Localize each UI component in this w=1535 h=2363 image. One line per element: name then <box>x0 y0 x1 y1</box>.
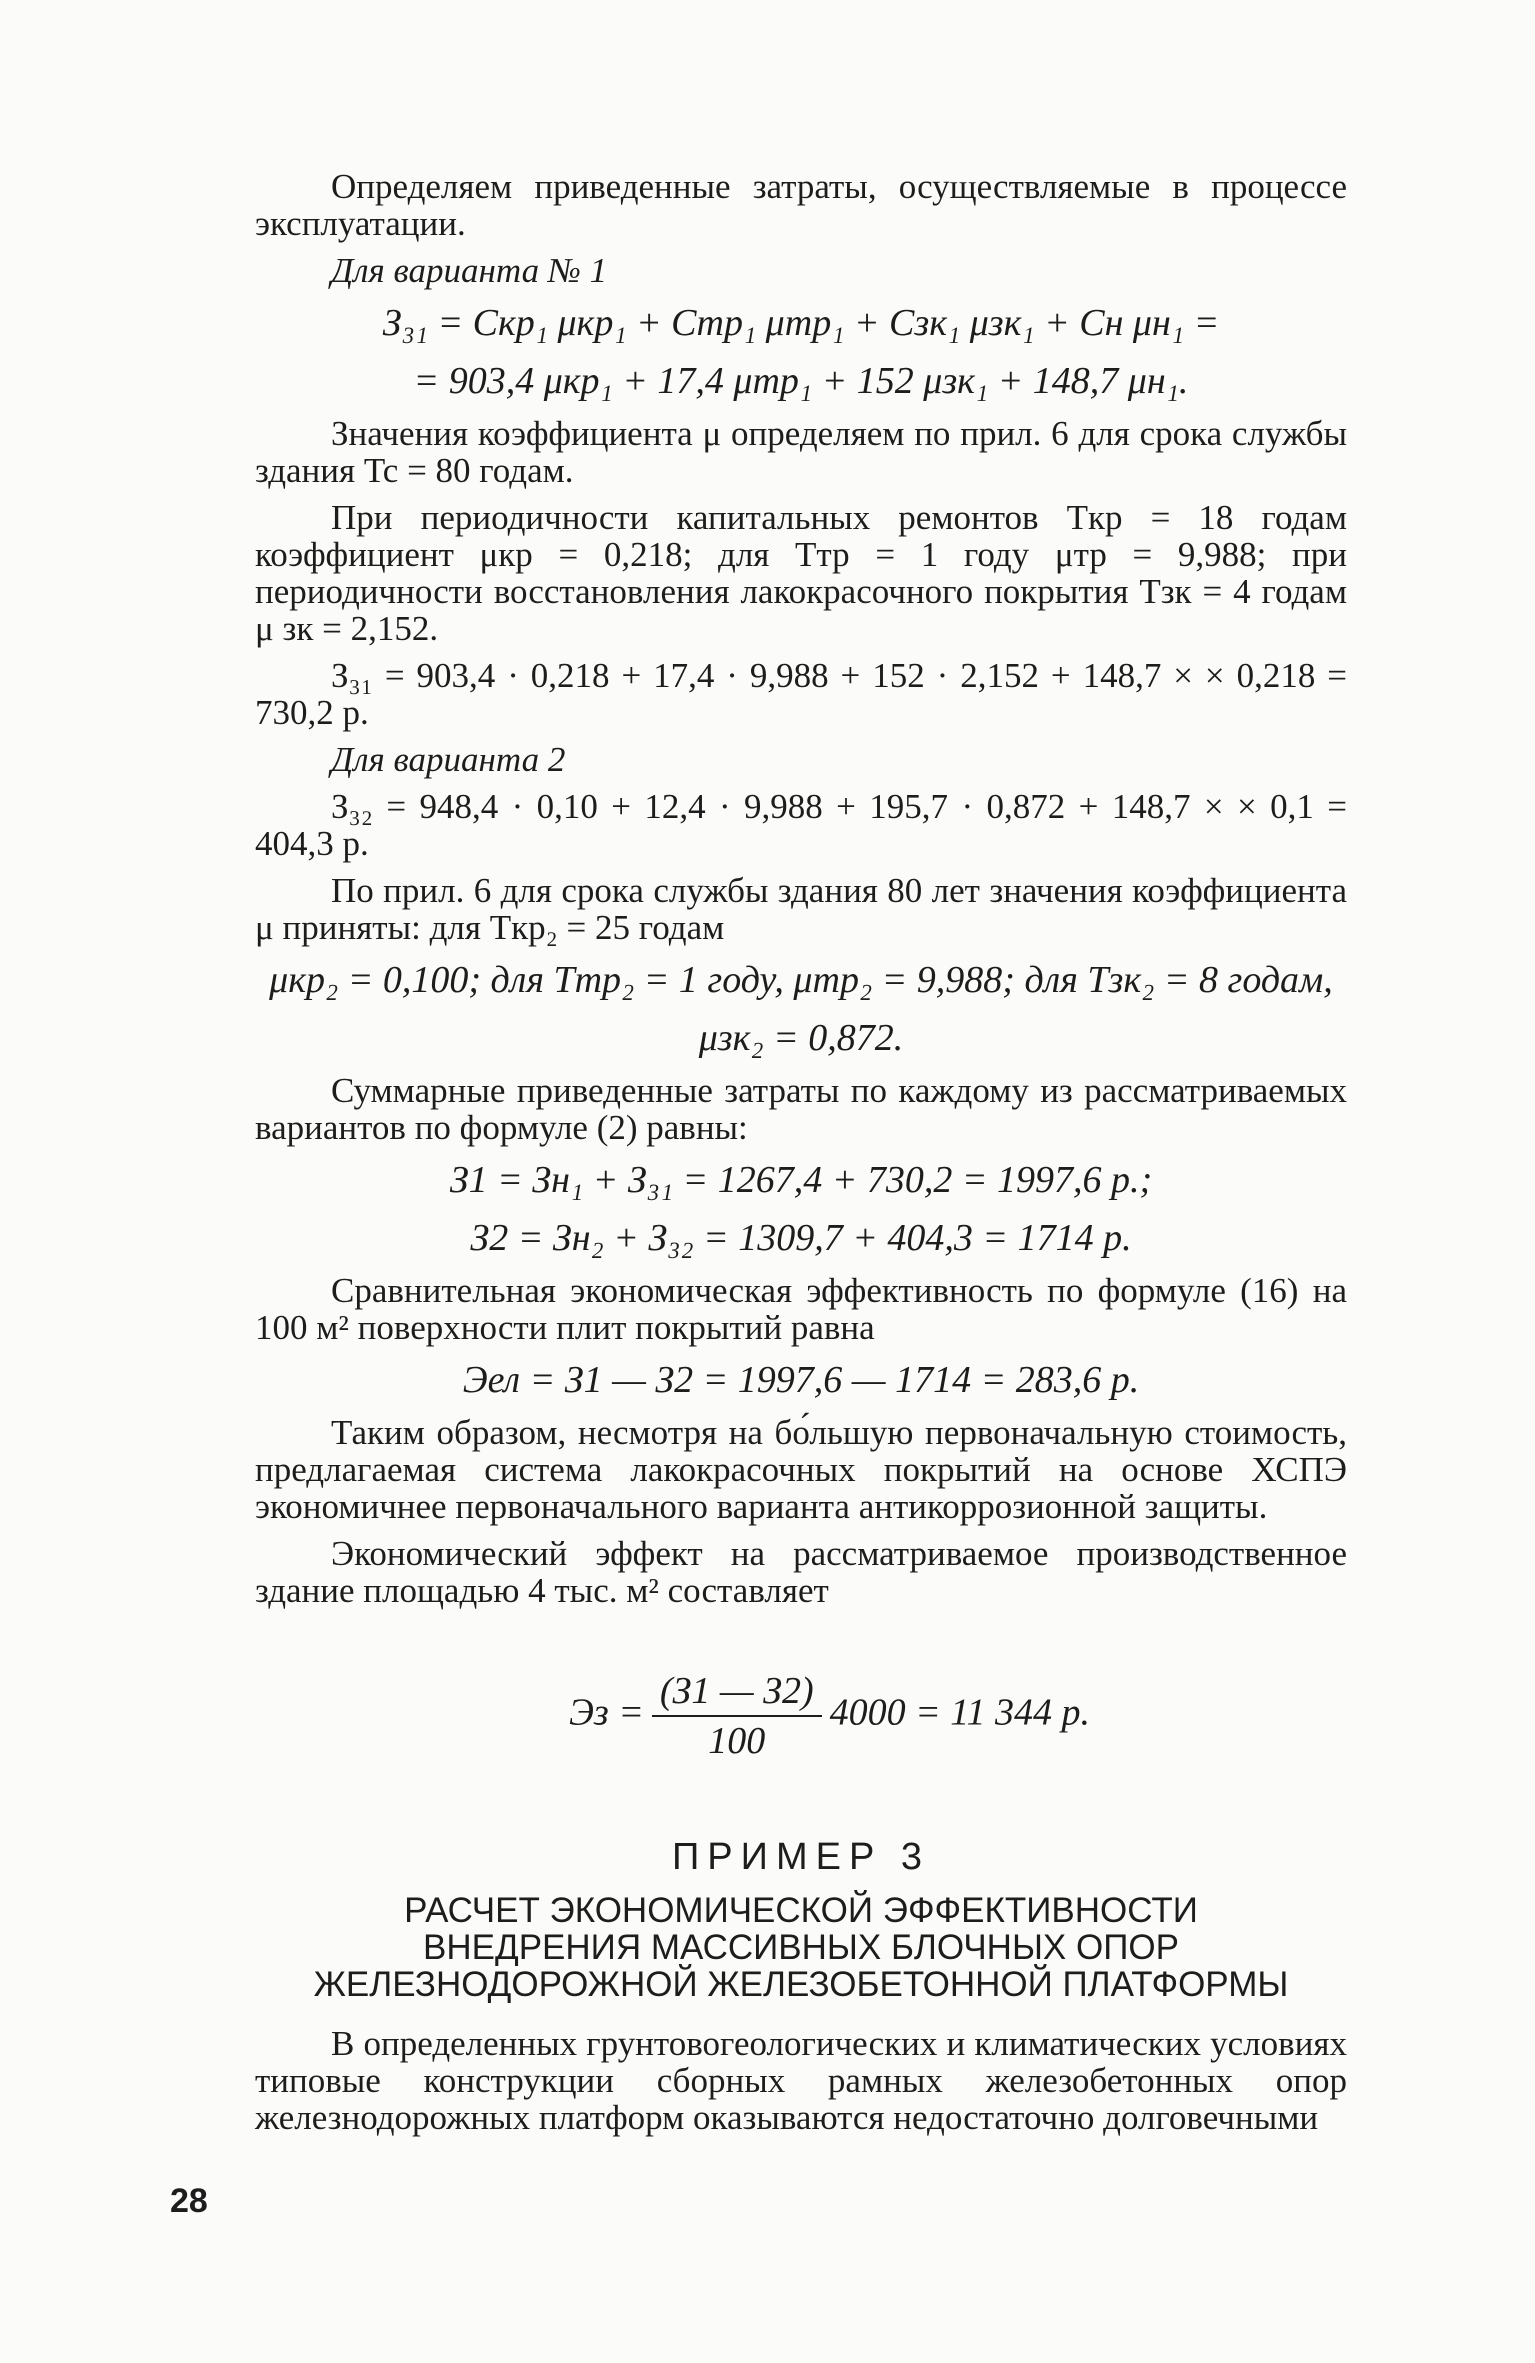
formula: З2 = Зн₂ + З₃₂ = 1309,7 + 404,3 = 1714 р. <box>470 1217 1132 1259</box>
formula: μкр₂ = 0,100; для Tтр₂ = 1 году, μтр₂ = 9,988; для Tзк₂ = 8 годам, <box>269 959 1333 1001</box>
formula: З₃₁ = Cкр₁ μкр₁ + Cтр₁ μтр₁ + Cзк₁ μзк₁ + Cн μн₁ = <box>382 302 1220 344</box>
section-title-line: РАСЧЕТ ЭКОНОМИЧЕСКОЙ ЭФФЕКТИВНОСТИ <box>404 1891 1198 1930</box>
paragraph: Значения коэффициента μ определяем по прил. 6 для срока службы здания Tc = 80 годам. <box>255 414 1347 490</box>
paragraph: Суммарные приведенные затраты по каждому из рассматриваемых вариантов по формуле (2) равны: <box>255 1071 1347 1147</box>
paragraph: Таким образом, несмотря на бо́льшую первоначальную стоимость, предлагаемая система лакокрасочных покрытий на основе ХСПЭ экономичнее первоначального варианта антикоррозионной защиты. <box>255 1413 1347 1526</box>
fraction-denominator: 100 <box>708 1720 766 1762</box>
paragraph: Определяем приведенные затраты, осуществляемые в процессе эксплуатации. <box>255 167 1347 243</box>
fraction <box>652 1667 822 1765</box>
page-body <box>255 168 1347 2146</box>
variant-heading: Для варианта 2 <box>331 740 566 779</box>
formula: Эел = З1 — З2 = 1997,6 — 1714 = 283,6 р. <box>462 1359 1140 1401</box>
paragraph: З₃₂ = 948,4 · 0,10 + 12,4 · 9,988 + 195,7 · 0,872 + 148,7 × × 0,1 = 404,3 р. <box>255 787 1347 863</box>
formula-rhs: 4000 = 11 344 р. <box>829 1691 1090 1734</box>
formula: = 903,4 μкр₁ + 17,4 μтр₁ + 152 μзк₁ + 148,7 μн₁. <box>413 360 1189 402</box>
paragraph: При периодичности капитальных ремонтов Tкр = 18 годам коэффициент μкр = 0,218; для Tтр = 1 году μтр = 9,988; при периодичности восстановления лакокрасочного покрытия Tзк = 4 годам μ зк = 2,152. <box>255 498 1347 648</box>
section-title-line: ВНЕДРЕНИЯ МАССИВНЫХ БЛОЧНЫХ ОПОР <box>423 1928 1179 1967</box>
formula-lhs: Эз = <box>569 1691 644 1734</box>
example-heading: ПРИМЕР 3 <box>671 1836 930 1878</box>
section-title-line: ЖЕЛЕЗНОДОРОЖНОЙ ЖЕЛЕЗОБЕТОННОЙ ПЛАТФОРМЫ <box>313 1965 1289 2004</box>
formula: З1 = Зн₁ + З₃₁ = 1267,4 + 730,2 = 1997,6 р.; <box>449 1159 1153 1201</box>
paragraph: Сравнительная экономическая эффективность по формуле (16) на 100 м² поверхности плит покрытий равна <box>255 1271 1347 1347</box>
paragraph: В определенных грунтовогеологических и климатических условиях типовые конструкции сборных рамных железобетонных опор железнодорожных платформ оказываются недостаточно долговечными <box>255 2024 1347 2137</box>
variant-heading: Для варианта № 1 <box>331 251 608 290</box>
section-title <box>255 1892 1347 2003</box>
fraction-numerator: (З1 — З2) <box>652 1667 822 1717</box>
page-number: 28 <box>170 2182 208 2220</box>
paragraph: З₃₁ = 903,4 · 0,218 + 17,4 · 9,988 + 152 · 2,152 + 148,7 × × 0,218 = 730,2 р. <box>255 656 1347 732</box>
fraction-formula <box>255 1619 1347 1813</box>
formula: μзк₂ = 0,872. <box>698 1017 904 1059</box>
paragraph: Экономический эффект на рассматриваемое производственное здание площадью 4 тыс. м² составляет <box>255 1534 1347 1610</box>
paragraph: По прил. 6 для срока службы здания 80 лет значения коэффициента μ приняты: для Tкр₂ = 25 годам <box>255 871 1347 947</box>
